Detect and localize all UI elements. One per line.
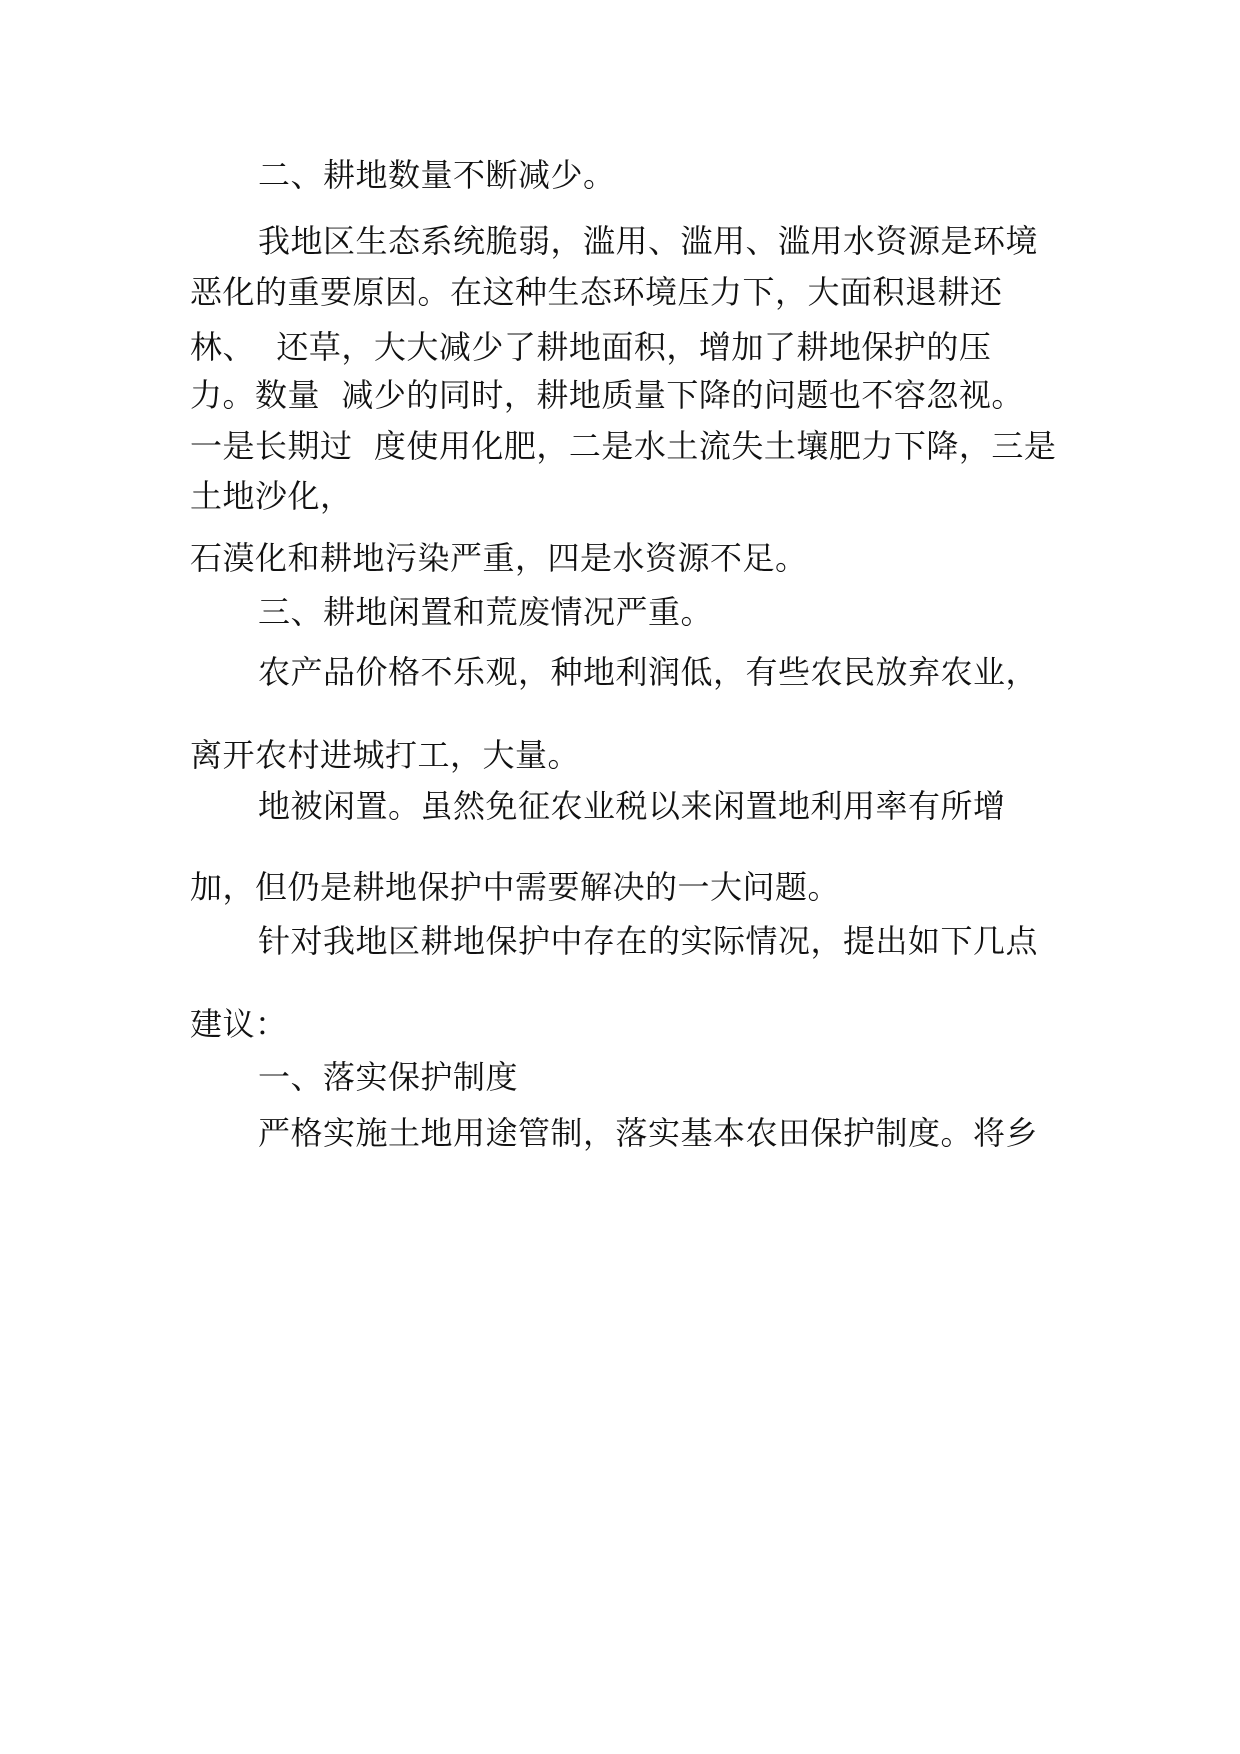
section-heading-3: 三、耕地闲置和荒废情况严重。 [258, 593, 714, 631]
paragraph-line: 林、 还草，大大减少了耕地面积，增加了耕地保护的压 [190, 328, 992, 366]
paragraph-line: 我地区生态系统脆弱，滥用、滥用、滥用水资源是环境 [258, 222, 1039, 260]
paragraph-line: 地被闲置。虽然免征农业税以来闲置地利用率有所增 [258, 787, 1006, 825]
paragraph-line: 力。数量 减少的同时，耕地质量下降的问题也不容忽视。 [190, 376, 1024, 414]
paragraph-line: 针对我地区耕地保护中存在的实际情况，提出如下几点 [258, 922, 1039, 960]
paragraph-line: 加，但仍是耕地保护中需要解决的一大问题。 [190, 868, 841, 906]
paragraph-line: 石漠化和耕地污染严重，四是水资源不足。 [190, 539, 808, 577]
paragraph-line: 农产品价格不乐观，种地利润低，有些农民放弃农业， [258, 653, 1039, 691]
paragraph-line: 离开农村进城打工，大量。 [190, 736, 581, 774]
paragraph-line: 恶化的重要原因。在这种生态环境压力下，大面积退耕还 [190, 273, 1003, 311]
section-heading-1: 一、落实保护制度 [258, 1058, 519, 1096]
paragraph-line: 建议： [190, 1005, 288, 1043]
paragraph-line: 一是长期过 度使用化肥，二是水土流失土壤肥力下降，三是 [190, 427, 1057, 465]
paragraph-line: 土地沙化， [190, 477, 353, 515]
paragraph-line: 严格实施土地用途管制，落实基本农田保护制度。将乡 [258, 1114, 1039, 1152]
section-heading-2: 二、耕地数量不断减少。 [258, 156, 616, 194]
